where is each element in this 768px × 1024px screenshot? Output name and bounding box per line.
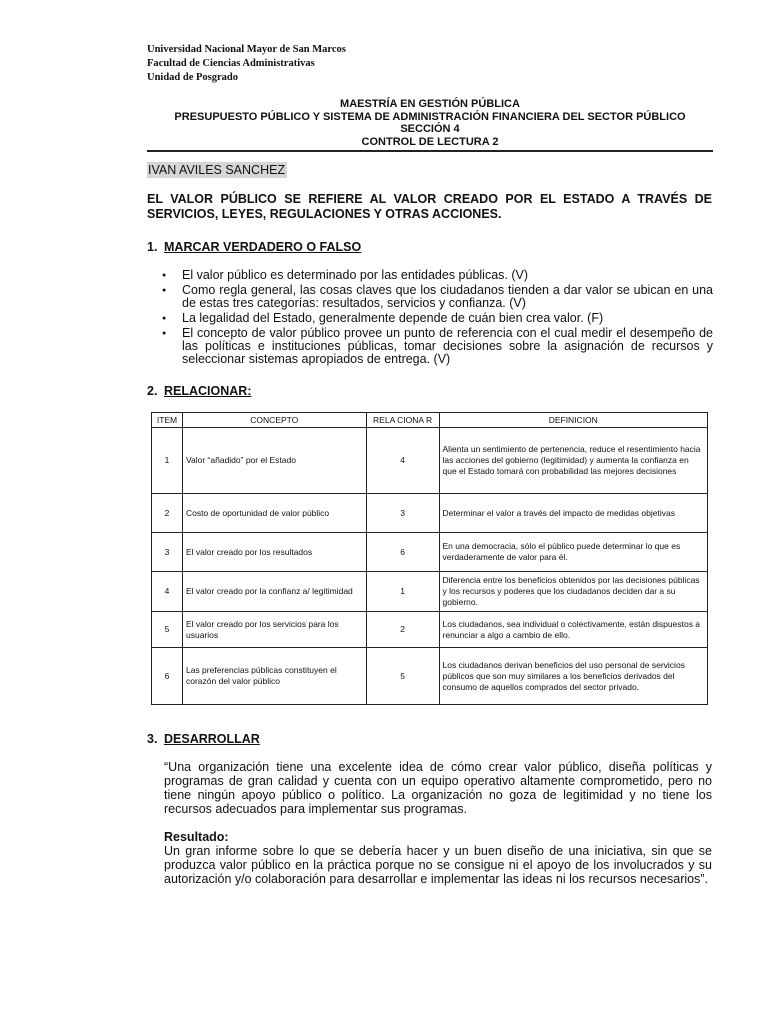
- case-quote: “Una organización tiene una excelente idea de cómo crear valor público, diseña políticas y programas de gran calidad y cuenta con un equipo operativo altamente comprometido, pero no tiene ningún apoyo público o político. La organización no goza de legitimidad y no tiene los recursos adecuados para implementar sus programas.: [164, 760, 712, 816]
- header-relation: RELA CIONA R: [366, 413, 439, 428]
- relation-cell: 3: [366, 494, 439, 533]
- definition-cell: Diferencia entre los beneficios obtenidos por las decisiones públicas y los recursos y poderes que los ciudadanos deciden dar a su gobierno.: [439, 572, 707, 612]
- item-number: 5: [152, 612, 183, 648]
- table-row: [152, 572, 708, 612]
- relation-cell: 5: [366, 648, 439, 705]
- item-number: 6: [152, 648, 183, 705]
- section-1-heading: [147, 240, 361, 254]
- section-2-title: RELACIONAR:: [164, 384, 252, 398]
- table-row: [152, 494, 708, 533]
- relation-cell: 4: [366, 428, 439, 494]
- section-3-heading: [147, 732, 260, 746]
- concept-cell: Costo de oportunidad de valor público: [182, 494, 366, 533]
- header-concept: CONCEPTO: [182, 413, 366, 428]
- assignment-title: CONTROL DE LECTURA 2: [361, 135, 499, 148]
- list-item: ● El valor público es determinado por las entidades públicas. (V): [160, 269, 713, 282]
- faculty-name: Facultad de Ciencias Administrativas: [147, 58, 315, 69]
- section-2-number: 2.: [147, 384, 158, 398]
- header-divider: [147, 150, 713, 152]
- university-name: Universidad Nacional Mayor de San Marcos: [147, 44, 346, 55]
- definition-cell: Los ciudadanos derivan beneficios del uso personal de servicios públicos que son muy similares a los beneficios derivados del consumo de aquellos comprados del sector privado.: [439, 648, 707, 705]
- result-title: Resultado:: [164, 830, 229, 844]
- course-title: PRESUPUESTO PÚBLICO Y SISTEMA DE ADMINISTRACIÓN FINANCIERA DEL SECTOR PÚBLICO: [174, 110, 686, 123]
- relation-cell: 1: [366, 572, 439, 612]
- relation-cell: 2: [366, 612, 439, 648]
- table-row: [152, 533, 708, 572]
- matching-table: [151, 412, 708, 705]
- unit-name: Unidad de Posgrado: [147, 72, 239, 83]
- concept-cell: El valor creado por la confianz a/ legitimidad: [182, 572, 366, 612]
- section-1-number: 1.: [147, 240, 158, 254]
- header-definition: DEFINICION: [439, 413, 707, 428]
- definition-cell: Determinar el valor a través del impacto de medidas objetivas: [439, 494, 707, 533]
- concept-cell: Valor “añadido” por el Estado: [182, 428, 366, 494]
- table-row: [152, 428, 708, 494]
- table-row: [152, 648, 708, 705]
- item-number: 2: [152, 494, 183, 533]
- list-item: ● El concepto de valor público provee un punto de referencia con el cual medir el desempeño de las políticas e instituciones públicas, tomar decisiones sobre la asignación de recursos y seleccionar sistemas apropiados de entrega. (V): [160, 327, 713, 366]
- table-header-row: [152, 413, 708, 428]
- document-header: [147, 98, 713, 148]
- concept-cell: El valor creado por los servicios para los usuarios: [182, 612, 366, 648]
- section-label: SECCIÓN 4: [400, 123, 460, 135]
- item-number: 1: [152, 428, 183, 494]
- student-name: IVAN AVILES SANCHEZ: [148, 163, 286, 177]
- definition-cell: En una democracia, sólo el público puede determinar lo que es verdaderamente de valor para él.: [439, 533, 707, 572]
- relation-cell: 6: [366, 533, 439, 572]
- section-3-title: DESARROLLAR: [164, 732, 260, 746]
- list-item: ● La legalidad del Estado, generalmente depende de cuán bien crea valor. (F): [160, 312, 713, 325]
- item-number: 3: [152, 533, 183, 572]
- result-text: Un gran informe sobre lo que se debería hacer y un buen diseño de una iniciativa, sin que se produzca valor público en la práctica porque no se consigue ni el apoyo de los involucrados y su autorización y/o colaboración para desarrollar e implementar las ideas ni los recursos necesarios”.: [164, 844, 712, 886]
- table-row: [152, 612, 708, 648]
- header-item: ITEM: [152, 413, 183, 428]
- item-number: 4: [152, 572, 183, 612]
- section-1-title: MARCAR VERDADERO O FALSO: [164, 240, 362, 254]
- definition-cell: Los ciudadanos, sea individual o colectivamente, están dispuestos a renunciar a algo a cambio de ello.: [439, 612, 707, 648]
- concept-cell: El valor creado por los resultados: [182, 533, 366, 572]
- intro-statement: EL VALOR PÚBLICO SE REFIERE AL VALOR CREADO POR EL ESTADO A TRAVÉS DE SERVICIOS, LEYES, REGULACIONES Y OTRAS ACCIONES.: [147, 192, 712, 221]
- section-3-number: 3.: [147, 732, 158, 746]
- definition-cell: Alienta un sentimiento de pertenencia, reduce el resentimiento hacia las acciones del gobierno (legitimidad) y aumenta la confianza en que el Estado tomará con probabilidad las mejores decisiones: [439, 428, 707, 494]
- institution-block: [147, 43, 346, 85]
- section-2-heading: [147, 384, 252, 398]
- true-false-list: [160, 269, 713, 368]
- program-title: MAESTRÍA EN GESTIÓN PÚBLICA: [340, 98, 520, 110]
- list-item: ● Como regla general, las cosas claves que los ciudadanos tienden a dar valor se ubican en una de estas tres categorías: resultados, servicios y confianza. (V): [160, 284, 713, 310]
- concept-cell: Las preferencias públicas constituyen el corazón del valor público: [182, 648, 366, 705]
